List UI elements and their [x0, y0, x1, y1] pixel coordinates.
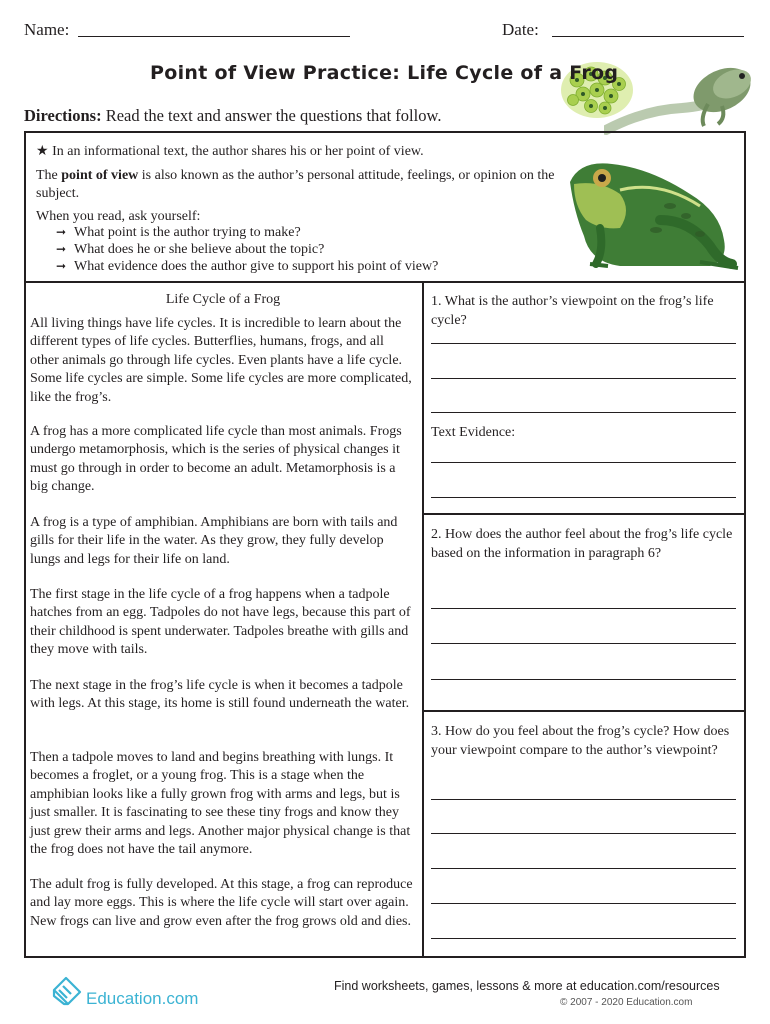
answer-line[interactable] [431, 799, 736, 800]
passage-paragraph-6: Then a tadpole moves to land and begins breathing with lungs. It becomes a froglet, or a young frog. This is a stage when the amphibian looks like a fully grown frog with arms and legs, but is just smaller. It is fascinating to see these tiny frogs and know they just grew their arms and legs. Another major physical change is that the frog does not have the tail anymore. [30, 750, 411, 858]
answer-line[interactable] [431, 412, 736, 413]
column-divider [422, 283, 424, 958]
answer-line[interactable] [431, 868, 736, 869]
passage-title: Life Cycle of a Frog [165, 292, 281, 307]
copyright: © 2007 - 2020 Education.com [560, 997, 693, 1008]
question-2: 2. How does the author feel about the frog’s life cycle based on the information in paragraph 6? [431, 527, 733, 561]
intro-line-1: ★ In an informational text, the author shares his or her point of view. [36, 143, 424, 159]
education-logo-text: Education.com [86, 989, 199, 1008]
ask-question-1: ➞ What point is the author trying to make? [56, 225, 301, 240]
passage-paragraph-2: A frog has a more complicated life cycle than most animals. Frogs undergo metamorphosis, which is the series of physical changes it must go through in order to become an adult. Metamorphosis is a big change. [30, 424, 402, 495]
question-separator [422, 710, 746, 712]
passage-paragraph-4: The first stage in the life cycle of a frog happens when a tadpole hatches from an egg. Tadpoles do not have legs, because this part of their childhood is spent underwater. Tadpoles breathe with gills and they move with tails. [30, 587, 411, 658]
arrow-right-icon: ➞ [56, 242, 67, 256]
arrow-right-icon: ➞ [56, 225, 67, 239]
answer-line[interactable] [431, 833, 736, 834]
date-label: Date: [502, 20, 539, 39]
date-field[interactable] [552, 36, 744, 37]
answer-line[interactable] [431, 679, 736, 680]
frog-illustration [560, 150, 740, 275]
question-1: 1. What is the author’s viewpoint on the frog’s life cycle? [431, 294, 714, 328]
directions-text: Read the text and answer the questions that follow. [101, 106, 442, 125]
name-label: Name: [24, 20, 70, 39]
answer-line[interactable] [431, 343, 736, 344]
passage-paragraph-5: The next stage in the frog’s life cycle is when it becomes a tadpole with legs. At this stage, its home is still found underneath the water. [30, 678, 410, 712]
question-3: 3. How do you feel about the frog’s cycle? How does your viewpoint compare to the author’s viewpoint? [431, 724, 730, 758]
intro-line-3: When you read, ask yourself: [36, 209, 201, 224]
intro-line-2: The point of view is also known as the author’s personal attitude, feelings, or opinion on the subject. [36, 168, 555, 201]
answer-line[interactable] [431, 462, 736, 463]
answer-line[interactable] [431, 497, 736, 498]
footer-text[interactable]: Find worksheets, games, lessons & more at education.com/resources [334, 979, 720, 993]
answer-line[interactable] [431, 643, 736, 644]
arrow-right-icon: ➞ [56, 259, 67, 273]
name-field[interactable] [78, 36, 350, 37]
ask-question-2: ➞ What does he or she believe about the topic? [56, 242, 325, 257]
education-logo-icon [50, 972, 84, 1006]
question-separator [422, 513, 746, 515]
star-icon: ★ [36, 143, 49, 159]
directions [24, 106, 441, 126]
passage-paragraph-1: All living things have life cycles. It is incredible to learn about the different types of life cycles. Butterflies, humans, frogs, and all other animals go through life cycles. Even plants have a life cycle. Some life cycles are simple. Some life cycles are more complicated, like the frog’s. [30, 316, 412, 405]
answer-line[interactable] [431, 938, 736, 939]
directions-label: Directions: [24, 106, 102, 125]
worksheet-title: Point of View Practice: Life Cycle of a Frog [150, 62, 619, 84]
answer-line[interactable] [431, 378, 736, 379]
ask-question-3: ➞ What evidence does the author give to support his point of view? [56, 259, 439, 274]
passage-paragraph-7: The adult frog is fully developed. At this stage, a frog can reproduce and lay more eggs. This is where the life cycle will start over again. New frogs can live and grow even after the frog grows old and dies. [30, 877, 413, 929]
answer-line[interactable] [431, 903, 736, 904]
tadpole-illustration [604, 48, 764, 138]
answer-line[interactable] [431, 608, 736, 609]
passage-paragraph-3: A frog is a type of amphibian. Amphibians are born with tails and gills for their life in the water. As they grow, they fully develop lungs and legs for their life on land. [30, 515, 398, 567]
text-evidence-label: Text Evidence: [431, 425, 516, 440]
point-of-view-term: point of view [61, 168, 139, 183]
